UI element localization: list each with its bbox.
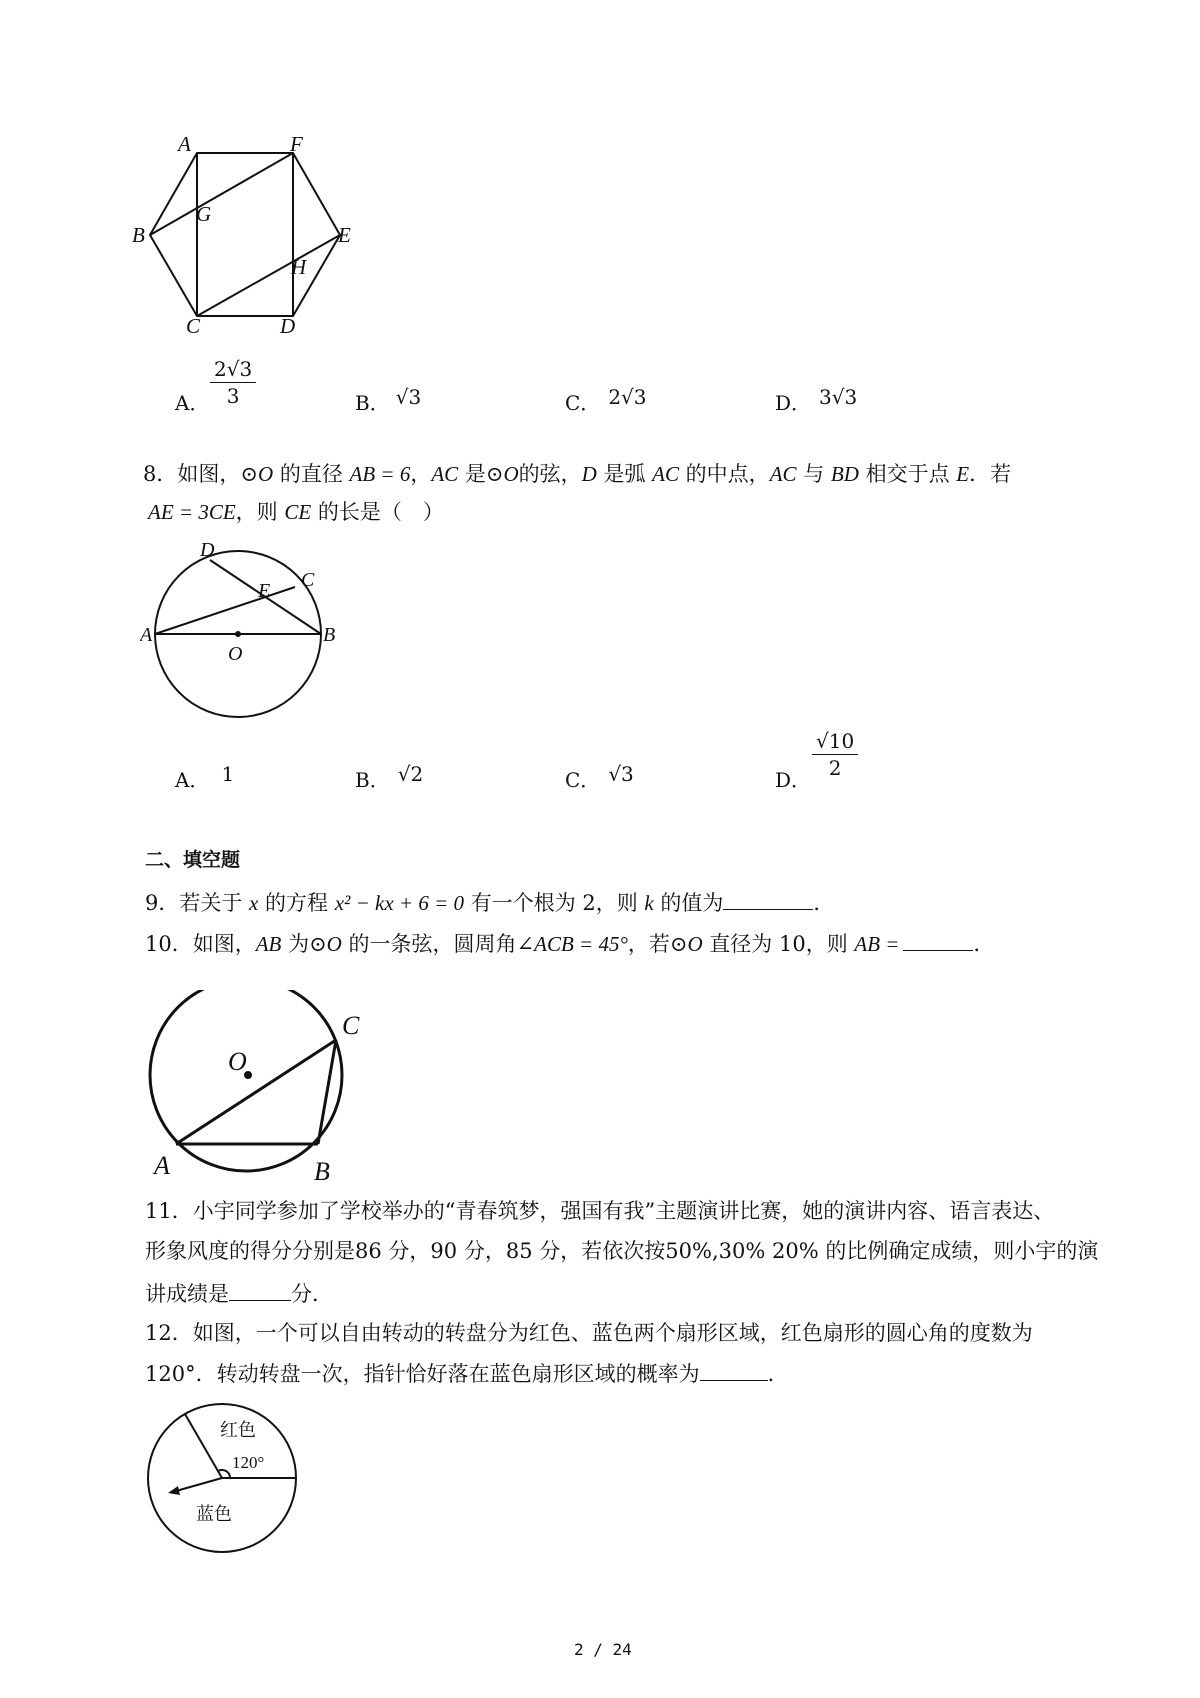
hexagon-outline	[150, 153, 340, 316]
point-label: D	[200, 540, 215, 561]
q7-option-d[interactable]: D． 3√3	[775, 385, 858, 415]
answer-blank[interactable]	[723, 887, 813, 910]
segment-bf	[150, 153, 293, 235]
q12-stem-line1: 12．如图，一个可以自由转动的转盘分为红色、蓝色两个扇形区域，红色扇形的圆心角的度数为	[145, 1321, 1033, 1345]
option-value: √3	[608, 762, 634, 786]
inscribed-angle-figure	[140, 990, 380, 1190]
point-label: E	[338, 223, 351, 247]
fraction-numerator: √10	[812, 728, 858, 755]
q7-option-a-fraction	[210, 356, 256, 409]
point-label: C	[186, 314, 201, 338]
point-label: H	[291, 255, 307, 279]
chord-ac	[155, 587, 295, 634]
sector-boundary	[185, 1414, 222, 1478]
q8-option-d[interactable]: D．	[775, 768, 812, 792]
q12-stem-line2: 120°．转动转盘一次，指针恰好落在蓝色扇形区域的概率为 ．	[145, 1358, 789, 1389]
q7-option-b[interactable]: B． √3	[355, 385, 422, 415]
hexagon-figure	[130, 135, 370, 365]
fraction-denominator: 3	[226, 384, 240, 408]
q7-option-a[interactable]: A．	[175, 391, 210, 415]
point-label: D	[280, 314, 296, 338]
point-label: F	[290, 135, 303, 156]
page-number: 2 / 24	[574, 1640, 632, 1659]
point-label: O	[228, 643, 243, 665]
option-value: 3√3	[819, 385, 858, 409]
spinner-figure	[140, 1395, 310, 1565]
q8-option-a[interactable]: A． 1	[175, 762, 235, 792]
point-label: A	[178, 135, 191, 156]
q8-option-b[interactable]: B． √2	[355, 762, 424, 792]
q7-option-c[interactable]: C． 2√3	[565, 385, 647, 415]
q8-option-d-fraction	[812, 728, 858, 781]
q10-stem: 10．如图，AB 为⊙O 的一条弦，圆周角∠ACB = 45°，若⊙O 直径为 10，则 AB = ．	[145, 928, 994, 959]
point-label: B	[132, 223, 145, 247]
sector-angle-label: 120°	[232, 1453, 265, 1472]
option-value: √3	[395, 385, 422, 409]
section-heading: 二、填空题	[145, 849, 241, 871]
answer-blank[interactable]	[229, 1278, 291, 1301]
answer-blank[interactable]	[700, 1358, 768, 1381]
segment-ce	[197, 235, 340, 316]
point-label: C	[301, 569, 315, 591]
fraction-numerator: 2√3	[210, 356, 256, 383]
q8-stem-line2: AE = 3CE，则 CE 的长是（ ）	[148, 500, 444, 524]
q11-stem-line3: 讲成绩是 分．	[145, 1278, 333, 1309]
option-value: √2	[397, 762, 424, 786]
circle-chord-figure	[140, 540, 340, 740]
point-label: A	[154, 1151, 170, 1180]
point-label: O	[228, 1047, 247, 1076]
sector-label-blue: 蓝色	[196, 1504, 232, 1524]
q8-stem-line1: 8．如图，⊙O 的直径 AB = 6，AC 是⊙O的弦，D 是弧 AC 的中点，AC 与 BD 相交于点 E．若	[143, 462, 1012, 486]
point-label: A	[140, 624, 153, 646]
center-point	[235, 631, 241, 637]
point-label: B	[323, 624, 336, 646]
answer-blank[interactable]	[903, 928, 973, 951]
segment-ac	[176, 1040, 336, 1144]
point-label: B	[314, 1157, 330, 1186]
q8-option-c[interactable]: C． √3	[565, 762, 634, 792]
fraction-denominator: 2	[828, 756, 842, 780]
pointer-arrowhead	[168, 1486, 180, 1495]
q9-stem: 9．若关于 x 的方程 x² − kx + 6 = 0 有一个根为 2，则 k 的值为 ．	[145, 887, 834, 918]
q11-stem-line2: 形象风度的得分分别是86 分，90 分，85 分，若依次按50%,30% 20% 的比例确定成绩，则小宇的演	[145, 1239, 1099, 1263]
spinner-pointer	[176, 1478, 222, 1491]
q11-stem-line1: 11．小宇同学参加了学校举办的“青春筑梦，强国有我”主题演讲比赛，她的演讲内容、语言表达、	[145, 1199, 1055, 1223]
option-value: 2√3	[608, 385, 647, 409]
point-label: C	[342, 1011, 360, 1040]
point-label: E	[258, 580, 271, 602]
option-value: 1	[221, 762, 235, 786]
point-label: G	[196, 202, 212, 226]
sector-label-red: 红色	[220, 1420, 256, 1440]
